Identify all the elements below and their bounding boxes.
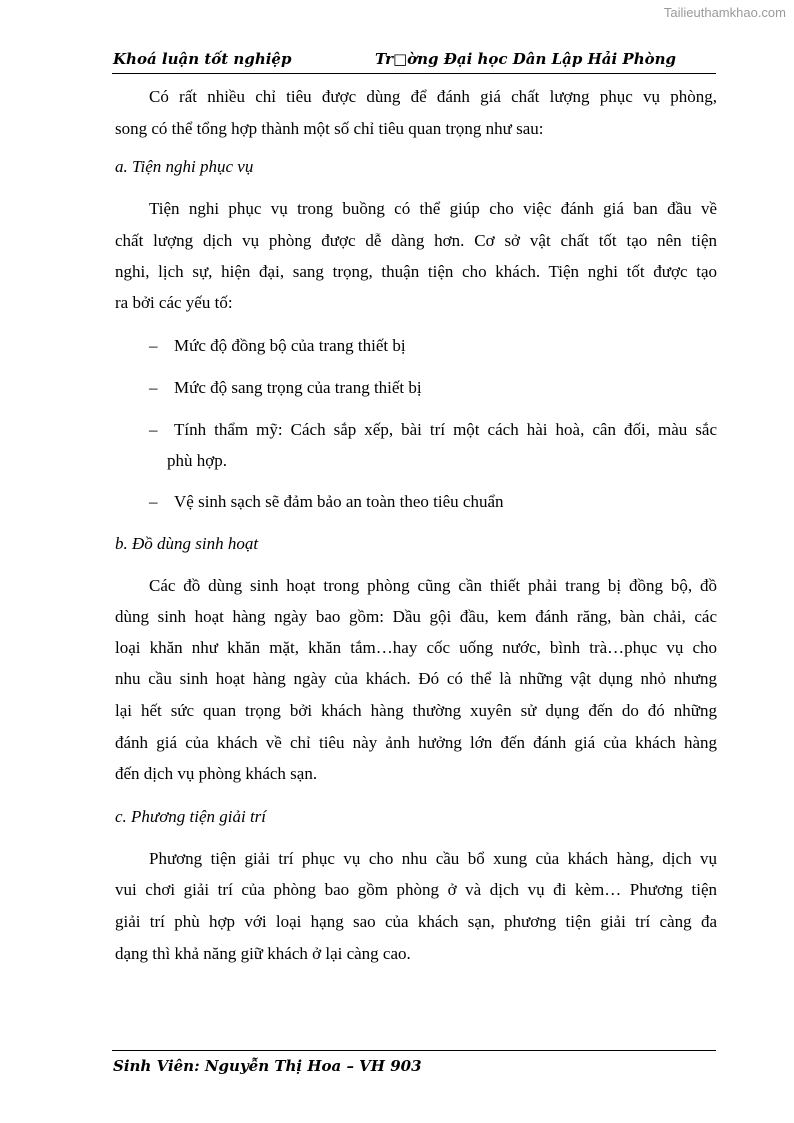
watermark: Tailieuthamkhao.com <box>663 5 786 20</box>
paragraph-line: chất lượng dịch vụ phòng được dễ dàng hơn. Cơ sở vật chất tốt tạo nên tiện <box>115 231 717 250</box>
paragraph-line: loại khăn như khăn mặt, khăn tắm…hay cốc uống nước, bình trà…phục vụ cho <box>115 638 717 657</box>
paragraph-line: ra bởi các yếu tố: <box>115 293 233 312</box>
paragraph-line: nhu cầu sinh hoạt hàng ngày của khách. Đó có thể là những vật dụng nhỏ nhưng <box>115 669 717 688</box>
paragraph-line: giải trí phù hợp với loại hạng sao của khách sạn, phương tiện giải trí càng đa <box>115 912 717 931</box>
paragraph-line: Tiện nghi phục vụ trong buồng có thể giúp cho việc đánh giá ban đầu về <box>149 199 717 218</box>
bullet-dash: – <box>149 336 158 355</box>
paragraph-line: vui chơi giải trí của phòng bao gồm phòng ở và dịch vụ đi kèm… Phương tiện <box>115 880 717 899</box>
paragraph-line: Các đồ dùng sinh hoạt trong phòng cũng cần thiết phải trang bị đồng bộ, đồ <box>149 576 717 595</box>
paragraph-line: Phương tiện giải trí phục vụ cho nhu cầu bổ xung của khách hàng, dịch vụ <box>149 849 717 868</box>
paragraph-line: đến dịch vụ phòng khách sạn. <box>115 764 318 783</box>
bullet-item: Vệ sinh sạch sẽ đảm bảo an toàn theo tiêu chuẩn <box>174 492 504 511</box>
paragraph-line: đánh giá của khách về chỉ tiêu này ảnh hưởng lớn đến đánh giá của khách hàng <box>115 733 717 752</box>
paragraph-line: dạng thì khả năng giữ khách ở lại càng cao. <box>115 944 411 963</box>
paragraph-line: song có thể tổng hợp thành một số chỉ tiêu quan trọng như sau: <box>115 119 544 138</box>
footer-student: Sinh Viên: Nguyễn Thị Hoa – VH 903 <box>113 1057 422 1075</box>
header-university: Tr□ờng Đại học Dân Lập Hải Phòng <box>375 50 677 68</box>
section-heading: c. Phương tiện giải trí <box>115 807 267 826</box>
footer-rule <box>112 1050 716 1051</box>
section-heading: a. Tiện nghi phục vụ <box>115 157 254 176</box>
bullet-dash: – <box>149 420 158 439</box>
bullet-dash: – <box>149 492 158 511</box>
header-thesis-title: Khoá luận tốt nghiệp <box>113 50 292 68</box>
bullet-item: Mức độ đồng bộ của trang thiết bị <box>174 336 406 355</box>
paragraph-line: lại hết sức quan trọng bởi khách hàng thường xuyên sử dụng đến do đó những <box>115 701 717 720</box>
bullet-item-continued: phù hợp. <box>167 451 227 470</box>
paragraph-line: dùng sinh hoạt hàng ngày bao gồm: Dầu gội đầu, kem đánh răng, bàn chải, các <box>115 607 717 626</box>
paragraph-line: Có rất nhiều chỉ tiêu được dùng để đánh giá chất lượng phục vụ phòng, <box>149 87 717 106</box>
bullet-item: Mức độ sang trọng của trang thiết bị <box>174 378 422 397</box>
header-rule <box>112 73 716 74</box>
paragraph-line: nghi, lịch sự, hiện đại, sang trọng, thuận tiện cho khách. Tiện nghi tốt được tạo <box>115 262 717 281</box>
bullet-item: Tính thẩm mỹ: Cách sắp xếp, bài trí một cách hài hoà, cân đối, màu sắc <box>174 420 717 439</box>
section-heading: b. Đồ dùng sinh hoạt <box>115 534 259 553</box>
bullet-dash: – <box>149 378 158 397</box>
